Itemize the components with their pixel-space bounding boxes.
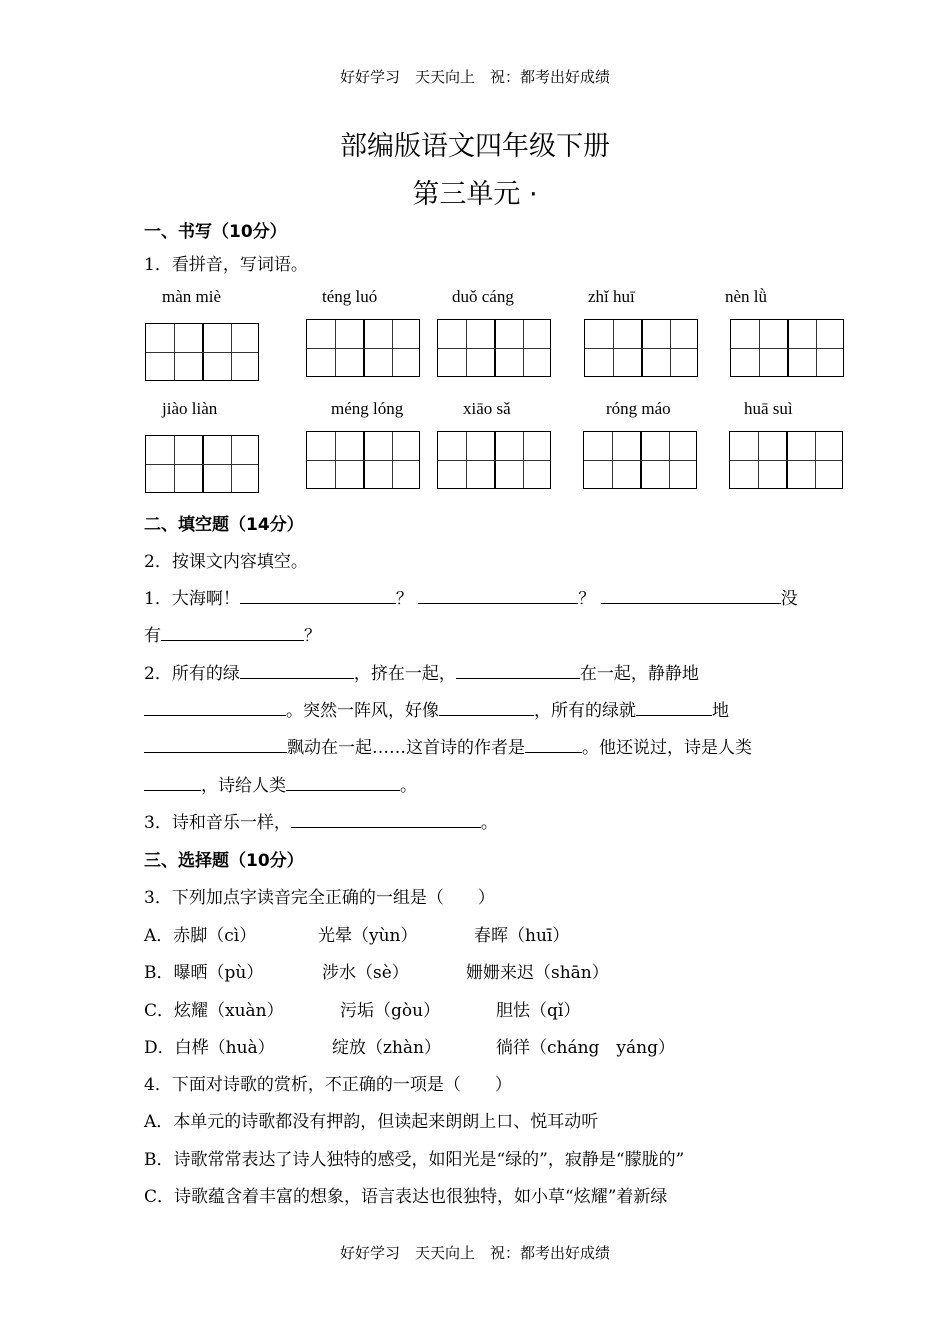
text: 地 — [712, 701, 729, 721]
answer-blank[interactable] — [240, 585, 396, 604]
text: ，挤在一起， — [353, 664, 456, 684]
option-d[interactable] — [144, 1033, 676, 1058]
option-item: 污垢（gòu） — [340, 1001, 441, 1021]
question-1: 1．看拼音，写词语。 — [144, 255, 308, 275]
writing-grid[interactable] — [584, 319, 698, 377]
unit-title: 第三单元 · — [412, 179, 538, 210]
pinyin-label: jiào liàn — [162, 399, 218, 418]
text: 没 — [780, 589, 798, 609]
section-2-heading: 二、填空题（14分） — [144, 515, 304, 535]
writing-grid[interactable] — [145, 435, 259, 493]
option-item: 姗姗来迟（shān） — [466, 963, 609, 983]
answer-blank[interactable] — [525, 734, 582, 753]
writing-grid[interactable] — [583, 431, 697, 489]
answer-blank[interactable] — [161, 622, 304, 641]
section-3-heading: 三、选择题（10分） — [144, 851, 304, 871]
writing-grid[interactable] — [306, 319, 420, 377]
fill-line-2 — [144, 621, 321, 646]
section-1-heading: 一、书写（10分） — [144, 222, 287, 242]
pinyin-label: duǒ cáng — [452, 287, 514, 306]
text: ？ — [304, 626, 321, 646]
text: ？ — [395, 589, 413, 609]
option-item: 涉水（sè） — [322, 963, 409, 983]
answer-blank[interactable] — [601, 585, 781, 604]
option-label: A． — [144, 926, 174, 946]
text: 。突然一阵风，好像 — [286, 701, 439, 721]
option-item: 徜徉（cháng yáng） — [496, 1038, 676, 1058]
text: ，诗给人类 — [201, 776, 286, 796]
pinyin-label: xiāo sǎ — [463, 399, 511, 418]
option-label: B． — [144, 963, 174, 983]
answer-blank[interactable] — [636, 697, 712, 716]
answer-blank[interactable] — [439, 697, 534, 716]
page-header: 好好学习 天天向上 祝：都考出好成绩 — [339, 68, 610, 86]
fill-line-4 — [144, 696, 729, 721]
option-item: 曝晒（pù） — [173, 963, 264, 983]
writing-grid[interactable] — [306, 431, 420, 489]
option-c[interactable]: C．诗歌蕴含着丰富的想象，语言表达也很独特，如小草“炫耀”着新绿 — [144, 1187, 668, 1207]
option-item: 炫耀（xuàn） — [174, 1001, 284, 1021]
option-a[interactable]: A．本单元的诗歌都没有押韵，但读起来朗朗上口、悦耳动听 — [144, 1112, 599, 1132]
question-3: 3．下列加点字读音完全正确的一组是（ ） — [144, 888, 495, 908]
option-b[interactable]: B．诗歌常常表达了诗人独特的感受，如阳光是“绿的”，寂静是“朦胧的” — [144, 1150, 685, 1170]
answer-blank[interactable] — [144, 697, 286, 716]
document-title: 部编版语文四年级下册 — [340, 131, 610, 162]
text: ，所有的绿就 — [534, 701, 636, 721]
fill-line-1 — [144, 584, 798, 609]
text: ？ — [578, 589, 596, 609]
pinyin-label: màn miè — [162, 287, 222, 306]
option-b[interactable] — [144, 958, 609, 983]
option-c[interactable] — [144, 996, 581, 1021]
fill-line-3 — [144, 659, 699, 684]
page-footer: 好好学习 天天向上 祝：都考出好成绩 — [339, 1244, 610, 1262]
fill-line-6 — [144, 771, 417, 796]
answer-blank[interactable] — [144, 734, 287, 753]
answer-blank[interactable] — [456, 660, 580, 679]
option-a[interactable] — [144, 921, 570, 946]
pinyin-label: róng máo — [606, 399, 671, 418]
writing-grid[interactable] — [437, 431, 551, 489]
option-item: 春晖（huī） — [474, 926, 570, 946]
question-4: 4．下面对诗歌的赏析，不正确的一项是（ ） — [144, 1075, 512, 1095]
text: 1．大海啊！ — [144, 589, 240, 609]
answer-blank[interactable] — [286, 772, 400, 791]
text: 2．所有的绿 — [144, 664, 240, 684]
text: 有 — [144, 626, 161, 646]
text: 3．诗和音乐一样， — [144, 813, 291, 833]
answer-blank[interactable] — [418, 585, 578, 604]
option-item: 光晕（yùn） — [318, 926, 418, 946]
option-item: 绽放（zhàn） — [332, 1038, 441, 1058]
writing-grid[interactable] — [145, 323, 259, 381]
pinyin-label: méng lóng — [331, 399, 404, 418]
text: 。 — [480, 813, 498, 833]
answer-blank[interactable] — [291, 809, 481, 828]
writing-grid[interactable] — [730, 319, 844, 377]
option-label: D． — [144, 1038, 175, 1058]
text: 飘动在一起……这首诗的作者是 — [287, 738, 525, 758]
option-label: C． — [144, 1001, 175, 1021]
fill-line-7 — [144, 808, 498, 833]
pinyin-label: nèn lǜ — [725, 287, 768, 306]
pinyin-label: zhǐ huī — [588, 287, 635, 306]
question-2: 2．按课文内容填空。 — [144, 552, 308, 572]
writing-grid[interactable] — [729, 431, 843, 489]
text: 。 — [400, 776, 417, 796]
fill-line-5 — [144, 733, 752, 758]
option-item: 胆怯（qǐ） — [496, 1001, 581, 1021]
option-item: 白桦（huà） — [174, 1038, 275, 1058]
writing-grid[interactable] — [437, 319, 551, 377]
text: 在一起，静静地 — [579, 664, 699, 684]
option-item: 赤脚（cì） — [173, 926, 257, 946]
text: 。他还说过，诗是人类 — [582, 738, 752, 758]
pinyin-label: huā suì — [744, 399, 793, 418]
pinyin-label: téng luó — [322, 287, 378, 306]
answer-blank[interactable] — [240, 660, 354, 679]
answer-blank[interactable] — [144, 772, 201, 791]
